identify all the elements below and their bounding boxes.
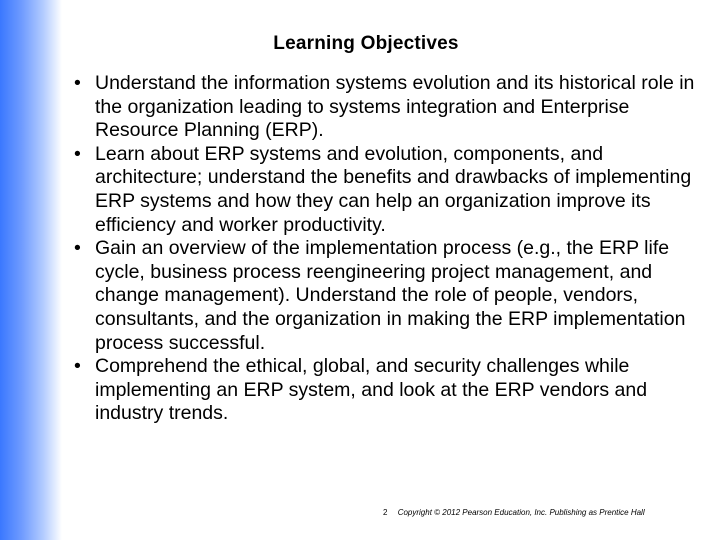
objective-text: Understand the information systems evolution and its historical role in the organization leading to systems integration and Enterprise Resource Planning (ERP). (95, 72, 695, 142)
objectives-list (74, 72, 698, 426)
bullet-icon: • (74, 355, 81, 378)
slide-title: Learning Objectives (273, 33, 459, 54)
copyright-notice: Copyright © 2012 Pearson Education, Inc. Publishing as Prentice Hall (397, 508, 645, 517)
objective-item (74, 237, 698, 355)
objective-item (74, 355, 698, 426)
objective-text: Gain an overview of the implementation process (e.g., the ERP life cycle, business process reengineering project management, and change management). Understand the role of people, vendors, consultants, and the organization in making the ERP implementation process successful. (95, 237, 686, 354)
left-gradient-bar (0, 0, 62, 540)
objective-text: Learn about ERP systems and evolution, components, and architecture; understand the benefits and drawbacks of implementing ERP systems and how they can help an organization improve its efficiency and worker productivity. (95, 142, 692, 236)
footer (383, 508, 645, 517)
bullet-icon: • (74, 237, 81, 260)
bullet-icon: • (74, 72, 81, 94)
objective-item (74, 143, 698, 237)
objective-text: Comprehend the ethical, global, and security challenges while implementing an ERP system, and look at the ERP vendors and industry trends. (95, 355, 648, 425)
objective-item (74, 72, 698, 143)
bullet-icon: • (74, 142, 81, 165)
page-number: 2 (383, 508, 388, 517)
